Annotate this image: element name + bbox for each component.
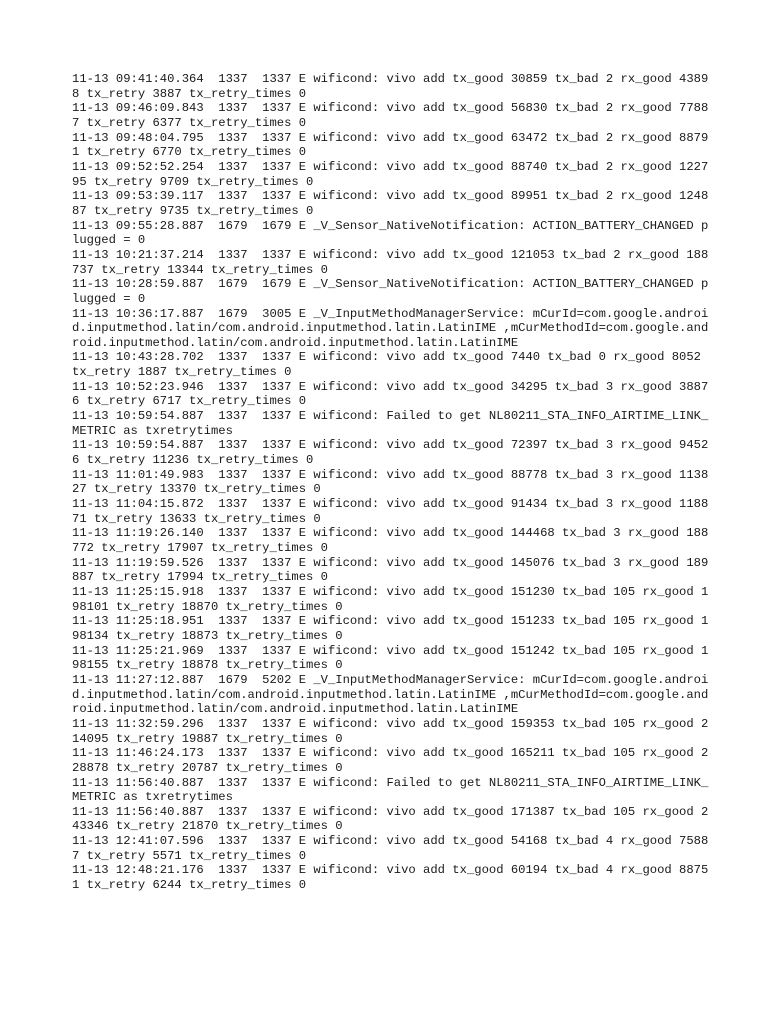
log-entry: 11-13 11:56:40.887 1337 1337 E wificond: vivo add tx_good 171387 tx_bad 105 rx_good 243346 tx_retry 21870 tx_retry_times 0: [72, 804, 709, 834]
log-text: [72, 72, 712, 893]
log-entry: 11-13 09:55:28.887 1679 1679 E _V_Sensor_NativeNotification: ACTION_BATTERY_CHANGED plugged = 0: [72, 218, 709, 248]
log-entry: 11-13 10:36:17.887 1679 3005 E _V_InputMethodManagerService: mCurId=com.google.android.inputmethod.latin/com.android.inputmethod.latin.LatinIME ,mCurMethodId=com.google.android.inputmethod.latin/com.android.inputmethod.latin.LatinIME: [72, 306, 709, 350]
log-entry: 11-13 09:53:39.117 1337 1337 E wificond: vivo add tx_good 89951 tx_bad 2 rx_good 124887 tx_retry 9735 tx_retry_times 0: [72, 189, 709, 218]
log-entry: 11-13 11:46:24.173 1337 1337 E wificond: vivo add tx_good 165211 tx_bad 105 rx_good 228878 tx_retry 20787 tx_retry_times 0: [72, 746, 709, 775]
log-entry: 11-13 10:59:54.887 1337 1337 E wificond: vivo add tx_good 72397 tx_bad 3 rx_good 94526 tx_retry 11236 tx_retry_times 0: [72, 438, 709, 468]
log-entry: 11-13 11:27:12.887 1679 5202 E _V_InputMethodManagerService: mCurId=com.google.android.inputmethod.latin/com.android.inputmethod.latin.LatinIME ,mCurMethodId=com.google.android.inputmethod.latin/com.android.inputmethod.latin.LatinIME: [72, 672, 709, 717]
log-entry: 11-13 10:28:59.887 1679 1679 E _V_Sensor_NativeNotification: ACTION_BATTERY_CHANGED plugged = 0: [72, 277, 709, 306]
log-entry: 11-13 10:21:37.214 1337 1337 E wificond: vivo add tx_good 121053 tx_bad 2 rx_good 188737 tx_retry 13344 tx_retry_times 0: [72, 247, 709, 277]
log-entry: 11-13 12:41:07.596 1337 1337 E wificond: vivo add tx_good 54168 tx_bad 4 rx_good 75887 tx_retry 5571 tx_retry_times 0: [72, 834, 709, 863]
log-entry: 11-13 12:48:21.176 1337 1337 E wificond: vivo add tx_good 60194 tx_bad 4 rx_good 88751 tx_retry 6244 tx_retry_times 0: [72, 863, 709, 893]
log-entry: 11-13 11:04:15.872 1337 1337 E wificond: vivo add tx_good 91434 tx_bad 3 rx_good 118871 tx_retry 13633 tx_retry_times 0: [72, 497, 709, 526]
log-entry: 11-13 10:43:28.702 1337 1337 E wificond: vivo add tx_good 7440 tx_bad 0 rx_good 8052 tx_retry 1887 tx_retry_times 0: [72, 350, 709, 380]
log-entry: 11-13 11:19:26.140 1337 1337 E wificond: vivo add tx_good 144468 tx_bad 3 rx_good 188772 tx_retry 17907 tx_retry_times 0: [72, 526, 709, 555]
log-entry: 11-13 11:32:59.296 1337 1337 E wificond: vivo add tx_good 159353 tx_bad 105 rx_good 214095 tx_retry 19887 tx_retry_times 0: [72, 716, 709, 746]
log-entry: 11-13 11:01:49.983 1337 1337 E wificond: vivo add tx_good 88778 tx_bad 3 rx_good 113827 tx_retry 13370 tx_retry_times 0: [72, 467, 709, 497]
log-entry: 11-13 10:59:54.887 1337 1337 E wificond: Failed to get NL80211_STA_INFO_AIRTIME_LINK_METRIC as txretrytimes: [72, 409, 709, 438]
log-entry: 11-13 09:48:04.795 1337 1337 E wificond: vivo add tx_good 63472 tx_bad 2 rx_good 88791 tx_retry 6770 tx_retry_times 0: [72, 130, 709, 160]
log-entry: 11-13 11:25:21.969 1337 1337 E wificond: vivo add tx_good 151242 tx_bad 105 rx_good 198155 tx_retry 18878 tx_retry_times 0: [72, 643, 709, 673]
log-entry: 11-13 11:56:40.887 1337 1337 E wificond: Failed to get NL80211_STA_INFO_AIRTIME_LINK_METRIC as txretrytimes: [72, 775, 709, 805]
log-entry: 11-13 11:19:59.526 1337 1337 E wificond: vivo add tx_good 145076 tx_bad 3 rx_good 189887 tx_retry 17994 tx_retry_times 0: [72, 555, 709, 585]
log-entry: 11-13 11:25:15.918 1337 1337 E wificond: vivo add tx_good 151230 tx_bad 105 rx_good 198101 tx_retry 18870 tx_retry_times 0: [72, 584, 709, 614]
log-entry: 11-13 11:25:18.951 1337 1337 E wificond: vivo add tx_good 151233 tx_bad 105 rx_good 198134 tx_retry 18873 tx_retry_times 0: [72, 614, 709, 643]
log-entry: 11-13 09:52:52.254 1337 1337 E wificond: vivo add tx_good 88740 tx_bad 2 rx_good 122795 tx_retry 9709 tx_retry_times 0: [72, 159, 709, 189]
log-entry: 11-13 09:41:40.364 1337 1337 E wificond: vivo add tx_good 30859 tx_bad 2 rx_good 43898 tx_retry 3887 tx_retry_times 0: [72, 72, 709, 101]
log-entry: 11-13 09:46:09.843 1337 1337 E wificond: vivo add tx_good 56830 tx_bad 2 rx_good 77887 tx_retry 6377 tx_retry_times 0: [72, 101, 709, 130]
log-entry: 11-13 10:52:23.946 1337 1337 E wificond: vivo add tx_good 34295 tx_bad 3 rx_good 38876 tx_retry 6717 tx_retry_times 0: [72, 379, 709, 409]
